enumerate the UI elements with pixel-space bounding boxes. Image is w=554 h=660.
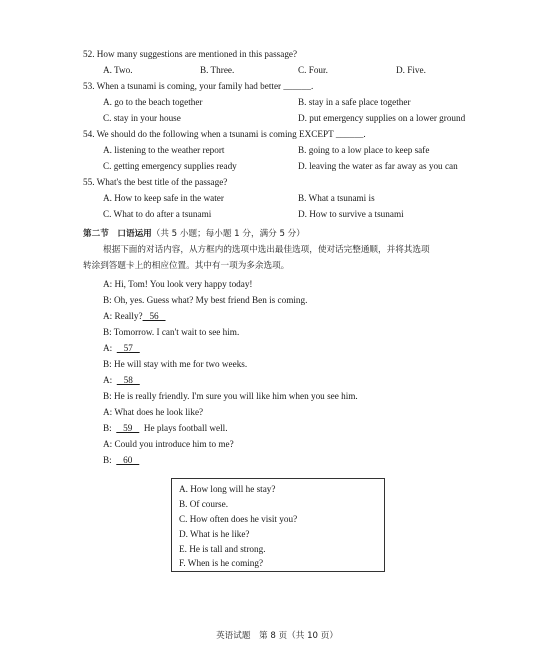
option-a: A. How to keep safe in the water [103,193,224,203]
dialogue-speaker: B: [103,455,117,465]
option-d: D. How to survive a tsunami [298,209,404,219]
option-c: C. stay in your house [103,113,181,123]
dialogue-line: A: What does he look like? [103,407,204,417]
option-c: C. What to do after a tsunami [103,209,212,219]
option-a: A. Two. [103,65,133,75]
dialogue-speaker: A: [103,375,117,385]
dialogue-line: A: Hi, Tom! You look very happy today! [103,279,253,289]
choice-item: C. How often does he visit you? [179,514,298,524]
choice-item: F. When is he coming? [179,558,264,568]
choice-item: B. Of course. [179,499,228,509]
question-stem: 52. How many suggestions are mentioned in this passage? [83,49,298,59]
section-scoring: （共 5 小题；每小题 1 分，满分 5 分） [151,229,305,239]
answer-blank-59: 59 [116,423,140,433]
page-footer: 英语试题 第 8 页（共 10 页） [216,631,338,641]
choice-item: E. He is tall and strong. [179,544,266,554]
option-b: B. stay in a safe place together [298,97,411,107]
option-b: B. What a tsunami is [298,193,375,203]
dialogue-line [103,374,140,386]
choice-item: D. What is he like? [179,529,250,539]
dialogue-text: He plays football well. [139,423,228,433]
answer-blank-60: 60 [116,455,140,465]
dialogue-line: B: Oh, yes. Guess what? My best friend Ben is coming. [103,295,308,305]
answer-blank-58: 58 [116,375,140,385]
answer-blank-56: 56 [142,311,166,321]
instruction-line-2: 转涂到答题卡上的相应位置。其中有一项为多余选项。 [83,261,290,271]
dialogue-line: B: Tomorrow. I can't wait to see him. [103,327,240,337]
instruction-line-1: 根据下面的对话内容，从方框内的选项中选出最佳选项，使对话完整通顺，并将其选项 [103,245,430,255]
dialogue-line [103,310,166,322]
dialogue-line [103,342,140,354]
option-b: B. Three. [200,65,235,75]
option-b: B. going to a low place to keep safe [298,145,430,155]
dialogue-line: B: He is really friendly. I'm sure you will like him when you see him. [103,391,358,401]
option-c: C. getting emergency supplies ready [103,161,237,171]
choice-item: A. How long will he stay? [179,484,276,494]
dialogue-speaker: A: [103,343,117,353]
option-d: D. Five. [396,65,426,75]
question-stem: 54. We should do the following when a tsunami is coming EXCEPT ______. [83,129,366,139]
dialogue-line [103,422,228,434]
option-d: D. leaving the water as far away as you can [298,161,458,171]
dialogue-line [103,454,139,466]
question-stem: 55. What's the best title of the passage? [83,177,228,187]
dialogue-line: B: He will stay with me for two weeks. [103,359,248,369]
section-heading: 第二节 口语运用 [83,229,152,239]
section-heading-line [83,228,305,240]
option-a: A. go to the beach together [103,97,203,107]
answer-blank-57: 57 [116,343,140,353]
choices-box [171,478,385,572]
question-stem: 53. When a tsunami is coming, your family had better ______. [83,81,314,91]
dialogue-speaker: B: [103,423,117,433]
option-d: D. put emergency supplies on a lower ground [298,113,466,123]
option-a: A. listening to the weather report [103,145,225,155]
dialogue-speaker: A: Really? [103,311,143,321]
option-c: C. Four. [298,65,328,75]
dialogue-line: A: Could you introduce him to me? [103,439,234,449]
